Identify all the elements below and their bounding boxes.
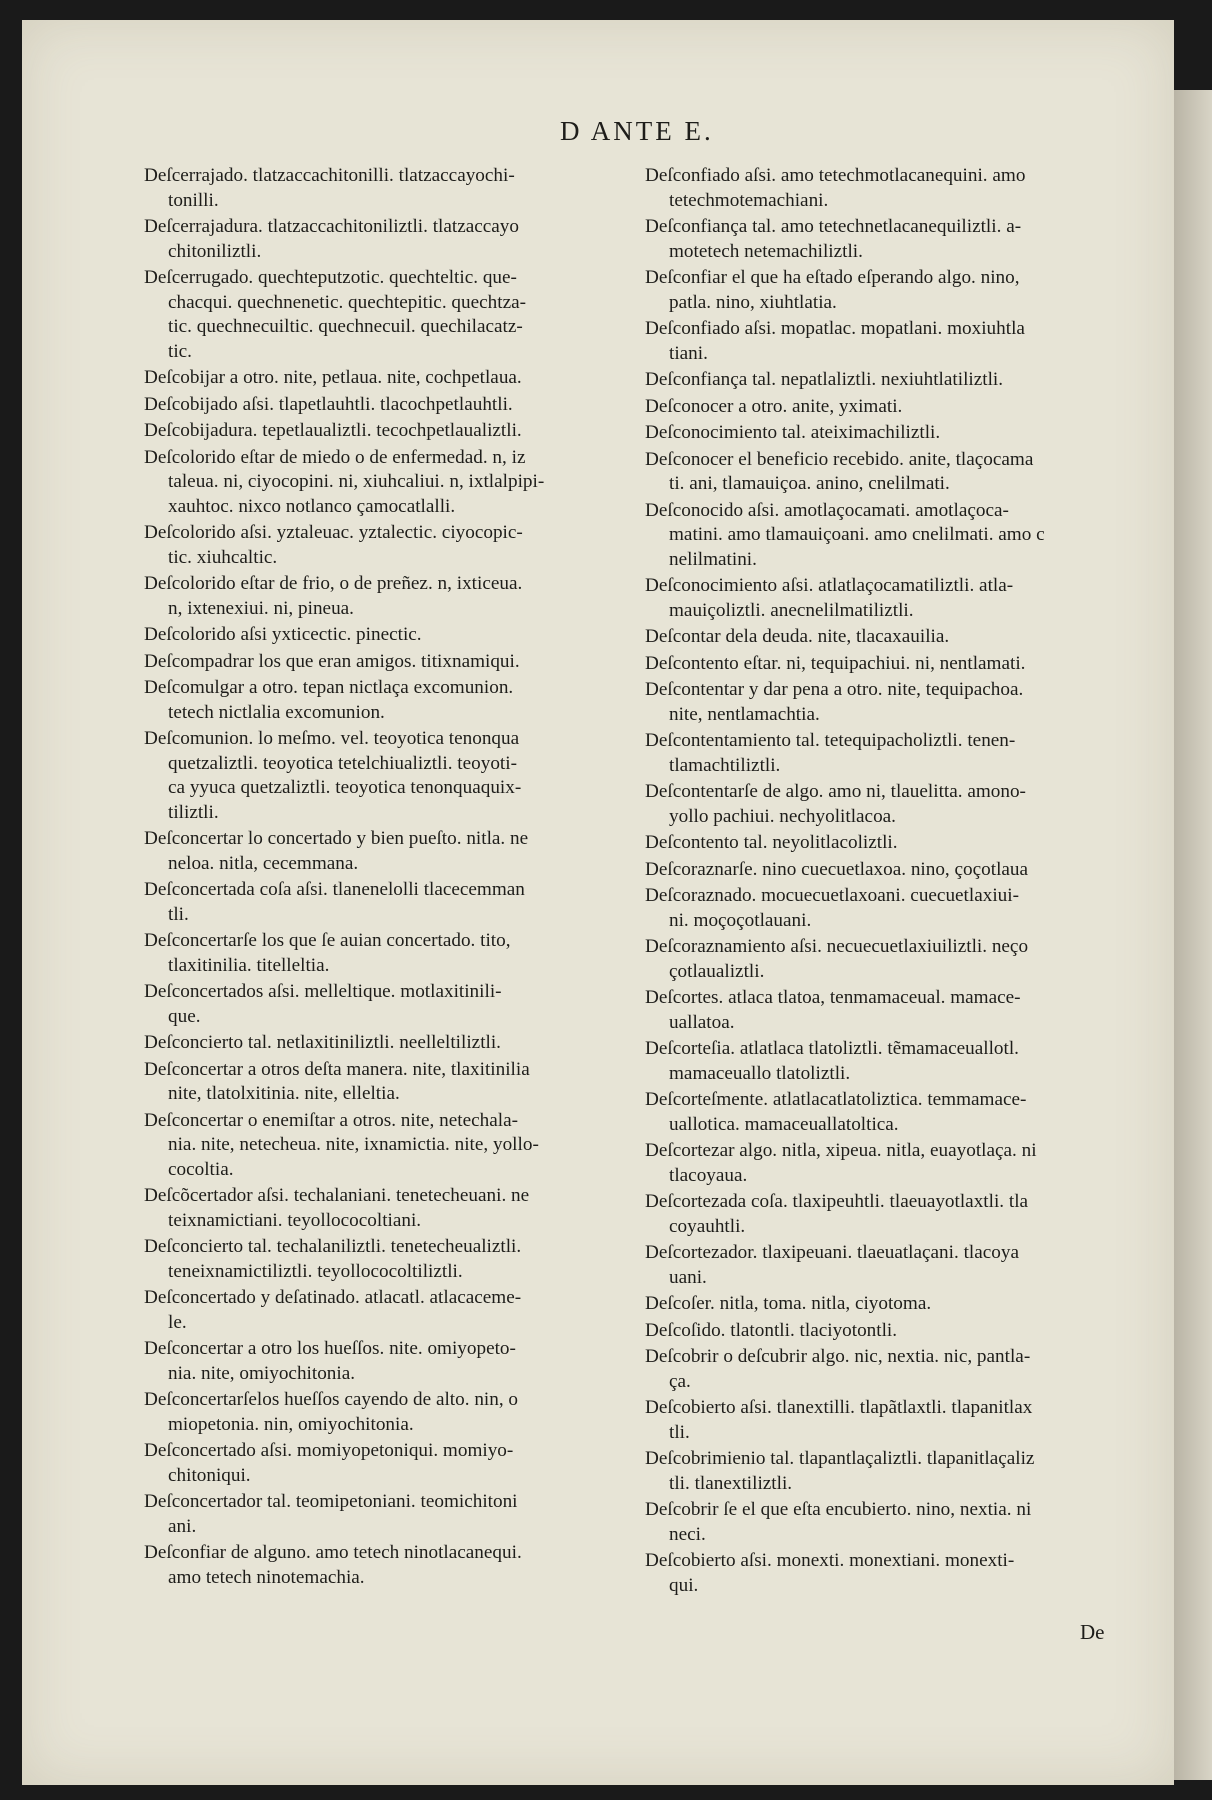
dictionary-entry xyxy=(144,676,619,725)
dictionary-entry xyxy=(144,266,619,364)
entry-continuation: ca yyuca quetzaliztli. teoyotica tenonquaquix- xyxy=(168,777,522,798)
entry-continuation: que. xyxy=(168,1005,201,1027)
dictionary-entry xyxy=(645,1037,1120,1086)
entry-continuation: nia. nite, omiyochitonia. xyxy=(168,1362,356,1384)
dictionary-entry xyxy=(645,729,1120,778)
entry-headline: Deſcontento eſtar. ni, tequipachiui. ni, nentlamati. xyxy=(645,652,1026,674)
entry-headline: Deſconcertar o enemiſtar a otros. nite, netechala- xyxy=(144,1109,518,1131)
entry-continuation: neloa. nitla, cecemmana. xyxy=(168,852,359,874)
dictionary-entry xyxy=(144,215,619,264)
entry-headline: Deſcontento tal. neyolitlacoliztli. xyxy=(645,832,898,853)
entry-headline: Deſcerrugado. quechteputzotic. quechteltic. que- xyxy=(144,267,517,288)
dictionary-entry xyxy=(645,780,1120,829)
entry-headline: Deſconcertarſe los que ſe auian concertado. tito, xyxy=(144,930,511,951)
dictionary-entry xyxy=(144,727,619,825)
entry-headline: Deſconfiado aſsi. amo tetechmotlacanequini. amo xyxy=(645,165,1026,186)
dictionary-entry xyxy=(645,858,1120,883)
entry-headline: Deſcoſido. tlatontli. tlaciyotontli. xyxy=(645,1319,898,1341)
entry-headline: Deſconocer el beneficio recebido. anite, tlaçocama xyxy=(645,448,1034,470)
entry-headline: Deſcomunion. lo meſmo. vel. teoyotica tenonqua xyxy=(144,728,520,749)
dictionary-entry xyxy=(645,1345,1120,1394)
dictionary-entry xyxy=(645,1447,1120,1496)
entry-headline: Deſcontentar y dar pena a otro. nite, tequipachoa. xyxy=(645,679,1024,700)
dictionary-entry xyxy=(645,1549,1120,1598)
entry-continuation: miopetonia. nin, omiyochitonia. xyxy=(168,1413,414,1435)
dictionary-entry xyxy=(144,1490,619,1539)
dictionary-entry xyxy=(645,1190,1120,1239)
entry-headline: Deſcompadrar los que eran amigos. titixnamiqui. xyxy=(144,650,520,672)
dictionary-entry xyxy=(144,878,619,927)
dictionary-entry xyxy=(144,1337,619,1386)
entry-headline: Deſconfiar el que ha eſtado eſperando algo. nino, xyxy=(645,267,1020,288)
dictionary-entry xyxy=(144,1184,619,1233)
entry-continuation: tonilli. xyxy=(168,189,219,211)
dictionary-entry xyxy=(144,1031,619,1056)
dictionary-entry xyxy=(645,652,1120,677)
dictionary-entry xyxy=(144,1235,619,1284)
dictionary-entry xyxy=(645,831,1120,856)
entry-headline: Deſconcertarſelos hueſſos cayendo de alto. nin, o xyxy=(144,1389,519,1410)
entry-continuation: ani. xyxy=(168,1515,197,1537)
dictionary-entry xyxy=(645,164,1120,213)
catchword: De xyxy=(1080,1620,1105,1644)
dictionary-entry xyxy=(645,884,1120,933)
dictionary-entry xyxy=(645,1241,1120,1290)
adjacent-page-edge xyxy=(1174,90,1212,1780)
entry-continuation: le. xyxy=(168,1311,187,1333)
entry-continuation: matini. amo tlamauiçoani. amo cnelilmati. amo c xyxy=(669,524,1045,545)
entry-headline: Deſconcertar a otros deſta manera. nite, tlaxitinilia xyxy=(144,1058,530,1080)
entry-headline: Deſconcertador tal. teomipetoniani. teomichitoni xyxy=(144,1491,518,1512)
entry-continuation: tli. xyxy=(168,903,189,925)
entry-headline: Deſconfiado aſsi. mopatlac. mopatlani. moxiuhtla xyxy=(645,318,1025,339)
entry-headline: Deſcortezada coſa. tlaxipeuhtli. tlaeuayotlaxtli. tla xyxy=(645,1191,1029,1212)
dictionary-entry xyxy=(144,1439,619,1488)
entry-headline: Deſcortes. atlaca tlatoa, tenmamaceual. mamace- xyxy=(645,987,1021,1008)
entry-continuation: tiliztli. xyxy=(168,801,219,823)
entry-continuation: neci. xyxy=(669,1523,706,1545)
entry-headline: Deſcõcertador aſsi. techalaniani. tenetecheuani. ne xyxy=(144,1185,530,1206)
dictionary-entry xyxy=(144,1286,619,1335)
entry-continuation: uallotica. mamaceuallatoltica. xyxy=(669,1113,899,1135)
right-column xyxy=(645,164,1120,1600)
entry-headline: Deſcobrir o deſcubrir algo. nic, nextia. nic, pantla- xyxy=(645,1346,1031,1367)
entry-continuation: chitoniliztli. xyxy=(168,240,262,262)
entry-headline: Deſcolorido eſtar de miedo o de enfermedad. n, iz xyxy=(144,446,526,468)
dictionary-entry xyxy=(144,572,619,621)
entry-continuation: motetech netemachiliztli. xyxy=(669,240,863,262)
entry-continuation: n, ixtenexiui. ni, pineua. xyxy=(168,597,354,619)
entry-headline: Deſconfiança tal. nepatlaliztli. nexiuhtlatiliztli. xyxy=(645,369,1004,390)
entry-headline: Deſcomulgar a otro. tepan nictlaça excomunion. xyxy=(144,677,514,698)
entry-headline: Deſconcertada coſa aſsi. tlanenelolli tlacecemman xyxy=(144,879,525,900)
entry-headline: Deſcerrajado. tlatzaccachitonilli. tlatzaccayochi- xyxy=(144,165,515,186)
entry-headline: Deſconocido aſsi. amotlaçocamati. amotlaçoca- xyxy=(645,499,1009,521)
dictionary-entry xyxy=(144,366,619,391)
entry-continuation: cocoltia. xyxy=(168,1158,234,1180)
dictionary-entry xyxy=(144,419,619,444)
entry-headline: Deſconcertar lo concertado y bien pueſto. nitla. ne xyxy=(144,828,529,849)
entry-continuation: mamaceuallo tlatoliztli. xyxy=(669,1062,851,1084)
dictionary-entry xyxy=(144,1109,619,1183)
entry-headline: Deſcerrajadura. tlatzaccachitoniliztli. tlatzaccayo xyxy=(144,216,519,237)
dictionary-entry xyxy=(645,215,1120,264)
entry-headline: Deſcortezar algo. nitla, xipeua. nitla, euayotlaça. ni xyxy=(645,1140,1037,1161)
entry-headline: Deſcobierto aſsi. monexti. monextiani. monexti- xyxy=(645,1550,1015,1571)
dictionary-entry xyxy=(645,625,1120,650)
entry-headline: Deſconcertado aſsi. momiyopetoniqui. momiyo- xyxy=(144,1440,514,1461)
dictionary-entry xyxy=(645,1396,1120,1445)
entry-continuation: tlacoyaua. xyxy=(669,1164,748,1186)
dictionary-entry xyxy=(144,623,619,648)
entry-continuation: ni. moçoçotlauani. xyxy=(669,909,812,931)
left-column xyxy=(144,164,619,1592)
entry-continuation: tetechmotemachiani. xyxy=(669,189,829,211)
dictionary-entry xyxy=(645,395,1120,420)
entry-headline: Deſcobijadura. tepetlaualiztli. tecochpetlaualiztli. xyxy=(144,420,522,441)
dictionary-entry xyxy=(144,393,619,418)
entry-continuation: tic. xyxy=(168,340,192,362)
dictionary-entry xyxy=(645,1319,1120,1344)
dictionary-entry xyxy=(645,935,1120,984)
entry-continuation: nite, nentlamachtia. xyxy=(669,703,820,725)
dictionary-entry xyxy=(645,678,1120,727)
entry-continuation: chacqui. quechnenetic. quechtepitic. quechtza- xyxy=(168,291,526,313)
entry-continuation: nite, tlatolxitinia. nite, elleltia. xyxy=(168,1083,400,1104)
dictionary-entry xyxy=(645,1292,1120,1317)
entry-continuation: chitoniqui. xyxy=(168,1464,251,1486)
entry-headline: Deſcolorido aſsi yxticectic. pinectic. xyxy=(144,624,422,645)
entry-headline: Deſcolorido aſsi. yztaleuac. yztalectic. ciyocopic- xyxy=(144,522,523,543)
entry-headline: Deſconcertado y deſatinado. atlacatl. atlacaceme- xyxy=(144,1287,522,1308)
entry-continuation: nia. nite, netecheua. nite, ixnamictia. nite, yollo- xyxy=(168,1134,539,1155)
entry-headline: Deſconcierto tal. netlaxitiniliztli. neelleltiliztli. xyxy=(144,1032,501,1053)
entry-headline: Deſcoraznado. mocuecuetlaxoani. cuecuetlaxiui- xyxy=(645,885,1019,906)
entry-headline: Deſcontentarſe de algo. amo ni, tlauelitta. amono- xyxy=(645,781,1026,802)
entry-continuation: ça. xyxy=(669,1370,691,1392)
entry-continuation: nelilmatini. xyxy=(669,548,757,570)
entry-continuation: uallatoa. xyxy=(669,1011,735,1033)
entry-headline: Deſcontar dela deuda. nite, tlacaxauilia. xyxy=(645,626,950,647)
entry-continuation: ti. ani, tlamauiçoa. anino, cnelilmati. xyxy=(669,473,950,494)
entry-continuation: tli. xyxy=(669,1421,690,1443)
dictionary-entry xyxy=(645,1088,1120,1137)
entry-headline: Deſcoraznamiento aſsi. necuecuetlaxiuiliztli. neço xyxy=(645,936,1029,957)
entry-continuation: tli. tlanextiliztli. xyxy=(669,1472,793,1494)
entry-headline: Deſcoraznarſe. nino cuecuetlaxoa. nino, çoçotlaua xyxy=(645,858,1029,880)
entry-continuation: taleua. ni, ciyocopini. ni, xiuhcaliui. n, ixtlalpipi- xyxy=(168,471,545,492)
dictionary-entry xyxy=(144,164,619,213)
entry-continuation: tic. quechnecuiltic. quechnecuil. quechilacatz- xyxy=(168,316,523,337)
entry-continuation: patla. nino, xiuhtlatia. xyxy=(669,291,837,313)
entry-headline: Deſconocer a otro. anite, yximati. xyxy=(645,395,903,417)
entry-headline: Deſcobierto aſsi. tlanextilli. tlapãtlaxtli. tlapanitlax xyxy=(645,1397,1033,1418)
entry-headline: Deſcorteſmente. atlatlacatlatoliztica. temmamace- xyxy=(645,1089,1027,1110)
dictionary-entry xyxy=(144,1058,619,1107)
entry-continuation: uani. xyxy=(669,1266,707,1288)
dictionary-entry xyxy=(144,446,619,520)
dictionary-entry xyxy=(645,421,1120,446)
dictionary-entry xyxy=(645,448,1120,497)
entry-continuation: tic. xiuhcaltic. xyxy=(168,546,278,568)
entry-continuation: coyauhtli. xyxy=(669,1215,746,1237)
entry-continuation: tlaxitinilia. titelleltia. xyxy=(168,954,330,976)
dictionary-entry xyxy=(144,827,619,876)
entry-headline: Deſcobrir ſe el que eſta encubierto. nino, nextia. ni xyxy=(645,1499,1032,1520)
entry-continuation: amo tetech ninotemachia. xyxy=(168,1566,365,1588)
dictionary-entry xyxy=(144,650,619,675)
entry-headline: Deſcobrimienio tal. tlapantlaçaliztli. tlapanitlaçaliz xyxy=(645,1448,1035,1469)
entry-headline: Deſconcierto tal. techalaniliztli. tenetecheualiztli. xyxy=(144,1236,522,1257)
entry-headline: Deſconocimiento tal. ateiximachiliztli. xyxy=(645,422,941,443)
dictionary-entry xyxy=(645,1139,1120,1188)
entry-headline: Deſconfiança tal. amo tetechnetlacanequiliztli. a- xyxy=(645,216,1022,237)
entry-continuation: tetech nictlalia excomunion. xyxy=(168,701,385,723)
entry-continuation: mauiçoliztli. anecnelilmatiliztli. xyxy=(669,599,914,621)
entry-headline: Deſconocimiento aſsi. atlatlaçocamatiliztli. atla- xyxy=(645,575,1014,596)
entry-headline: Deſconcertar a otro los hueſſos. nite. omiyopeto- xyxy=(144,1338,516,1359)
dictionary-entry xyxy=(144,929,619,978)
dictionary-entry xyxy=(645,1498,1120,1547)
entry-headline: Deſcoſer. nitla, toma. nitla, ciyotoma. xyxy=(645,1293,932,1314)
entry-headline: Deſcontentamiento tal. tetequipacholiztli. tenen- xyxy=(645,730,1016,751)
entry-continuation: teixnamictiani. teyollococoltiani. xyxy=(168,1209,422,1231)
entry-headline: Deſcolorido eſtar de frio, o de preñez. n, ixticeua. xyxy=(144,573,523,594)
entry-headline: Deſcortezador. tlaxipeuani. tlaeuatlaçani. tlacoya xyxy=(645,1242,1019,1263)
entry-continuation: tiani. xyxy=(669,342,708,364)
entry-headline: Deſcorteſia. atlatlaca tlatoliztli. tẽmamaceuallotl. xyxy=(645,1038,1019,1059)
entry-continuation: teneixnamictiliztli. teyollococoltiliztli. xyxy=(168,1260,463,1282)
running-header: D ANTE E. xyxy=(560,116,714,146)
entry-headline: Deſconcertados aſsi. melleltique. motlaxitinili- xyxy=(144,981,502,1002)
entry-continuation: qui. xyxy=(669,1574,699,1596)
entry-headline: Deſcobijar a otro. nite, petlaua. nite, cochpetlaua. xyxy=(144,367,522,388)
dictionary-entry xyxy=(645,499,1120,573)
dictionary-entry xyxy=(645,266,1120,315)
dictionary-entry xyxy=(645,317,1120,366)
entry-headline: Deſconfiar de alguno. amo tetech ninotlacanequi. xyxy=(144,1542,522,1563)
entry-continuation: xauhtoc. nixco notlanco çamocatlalli. xyxy=(168,495,456,517)
dictionary-entry xyxy=(144,521,619,570)
dictionary-entry xyxy=(645,368,1120,393)
dictionary-entry xyxy=(645,986,1120,1035)
entry-continuation: quetzaliztli. teoyotica tetelchiualiztli. teoyoti- xyxy=(168,752,517,774)
dictionary-entry xyxy=(645,574,1120,623)
entry-continuation: tlamachtiliztli. xyxy=(669,754,781,776)
entry-headline: Deſcobijado aſsi. tlapetlauhtli. tlacochpetlauhtli. xyxy=(144,393,513,415)
dictionary-entry xyxy=(144,980,619,1029)
entry-continuation: çotlaualiztli. xyxy=(669,960,765,982)
dictionary-entry xyxy=(144,1541,619,1590)
dictionary-entry xyxy=(144,1388,619,1437)
entry-continuation: yollo pachiui. nechyolitlacoa. xyxy=(669,805,896,827)
